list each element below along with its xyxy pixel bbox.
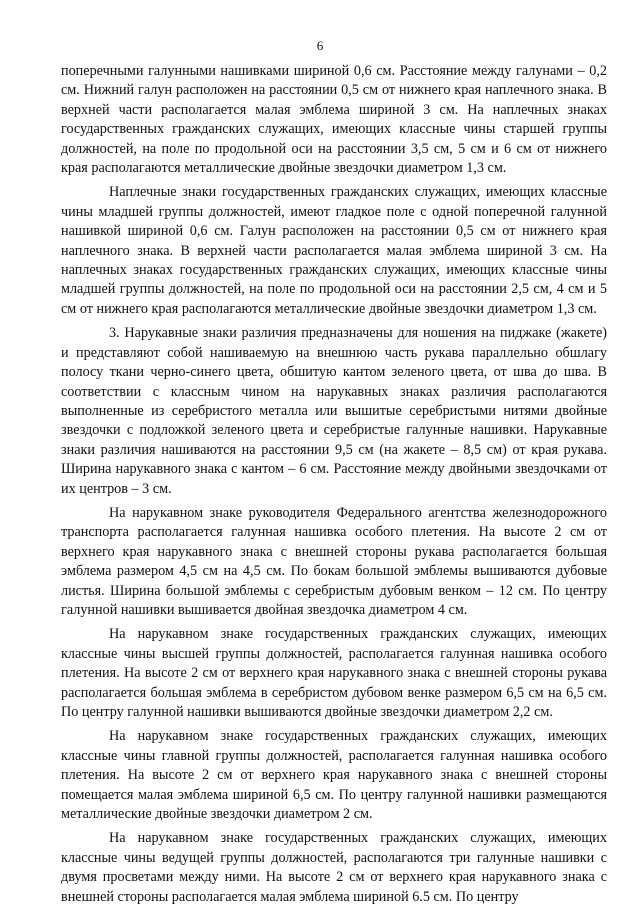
page-number: 6: [316, 38, 324, 53]
paragraph-sleeve-insignia: 3. Нарукавные знаки различия предназначены для ношения на пиджаке (жакете) и представляют собой нашиваемую на внешнюю часть рукава параллельно обшлагу полосу ткани черно-синего цвета, обшитую кантом зеленого цвета, от шва до шва. В соответствии с классным чином на нарукавных знаках различия располагаются выполненные из серебристого металла или вышитые серебристыми нитями двойные звездочки с подложкой зеленого цвета и серебристые галунные нашивки. Нарукавные знаки различия нашиваются на расстоянии 9,5 см (на жакете – 8,5 см) от края рукава. Ширина нарукавного знака с кантом – 6 см. Расстояние между двойными звездочками от их центров – 3 см.: [61, 325, 607, 497]
paragraph-continuation: поперечными галунными нашивками шириной 0,6 см. Расстояние между галунами – 0,2 см. Нижний галун расположен на расстоянии 0,5 см от нижнего края наплечного знака. В верхней части располагается малая эмблема шириной 3 см. На наплечных знаках государственных гражданских служащих, имеющих классные чины старшей группы должностей, на поле по продольной оси на расстоянии 3,5 см, 5 см и 6 см от нижнего края располагаются металлические двойные звездочки диаметром 1,3 см.: [61, 63, 607, 177]
paragraph-agency-head-sleeve: На нарукавном знаке руководителя Федерального агентства железнодорожного транспорта располагается галунная нашивка особого плетения. На высоте 2 см от верхнего края нарукавного знака с внешней стороны рукава располагается большая эмблема размером 4,5 см на 4,5 см. По бокам большой эмблемы вышиваются дубовые листья. Ширина большой эмблемы с серебристым дубовым венком – 12 см. По центру галунной нашивки вышивается двойная звездочка диаметром 4 см.: [61, 504, 607, 618]
paragraph-main-group-sleeve: На нарукавном знаке государственных гражданских служащих, имеющих классные чины главной группы должностей, располагается галунная нашивка особого плетения. На высоте 2 см от верхнего края нарукавного знака с внешней стороны помещается малая эмблема шириной 6,5 см. По центру галунной нашивки размещаются металлические двойные звездочки диаметром 2 см.: [61, 728, 607, 823]
paragraph-leading-group-sleeve: На нарукавном знаке государственных гражданских служащих, имеющих классные чины ведущей группы должностей, располагаются три галунные нашивки с двумя просветами между ними. На высоте 2 см от верхнего края нарукавного знака с внешней стороны располагается малая эмблема шириной 6.5 см. По центру: [61, 830, 607, 905]
paragraph-junior-shoulder-marks: Наплечные знаки государственных гражданских служащих, имеющих классные чины младшей группы должностей, имеют гладкое поле с одной поперечной галунной нашивкой шириной 0,6 см. Галун расположен на расстоянии 0,5 см от нижнего края наплечного знака. В верхней части располагается малая эмблема шириной 3 см. На наплечных знаках государственных гражданских служащих, имеющих классные чины младшей группы должностей, на поле по продольной оси на расстоянии 2,5 см, 4 см и 5 см от нижнего края располагаются металлические двойные звездочки диаметром 1,3 см.: [61, 184, 607, 317]
paragraph-highest-group-sleeve: На нарукавном знаке государственных гражданских служащих, имеющих классные чины высшей группы должностей, располагается галунная нашивка особого плетения. На высоте 2 см от верхнего края нарукавного знака с внешней стороны рукава располагается большая эмблема в серебристом дубовом венке размером 6,5 см на 6,5 см. По центру галунной нашивки вышиваются двойные звездочки диаметром 2,2 см.: [61, 626, 607, 720]
document-body: [61, 62, 607, 907]
